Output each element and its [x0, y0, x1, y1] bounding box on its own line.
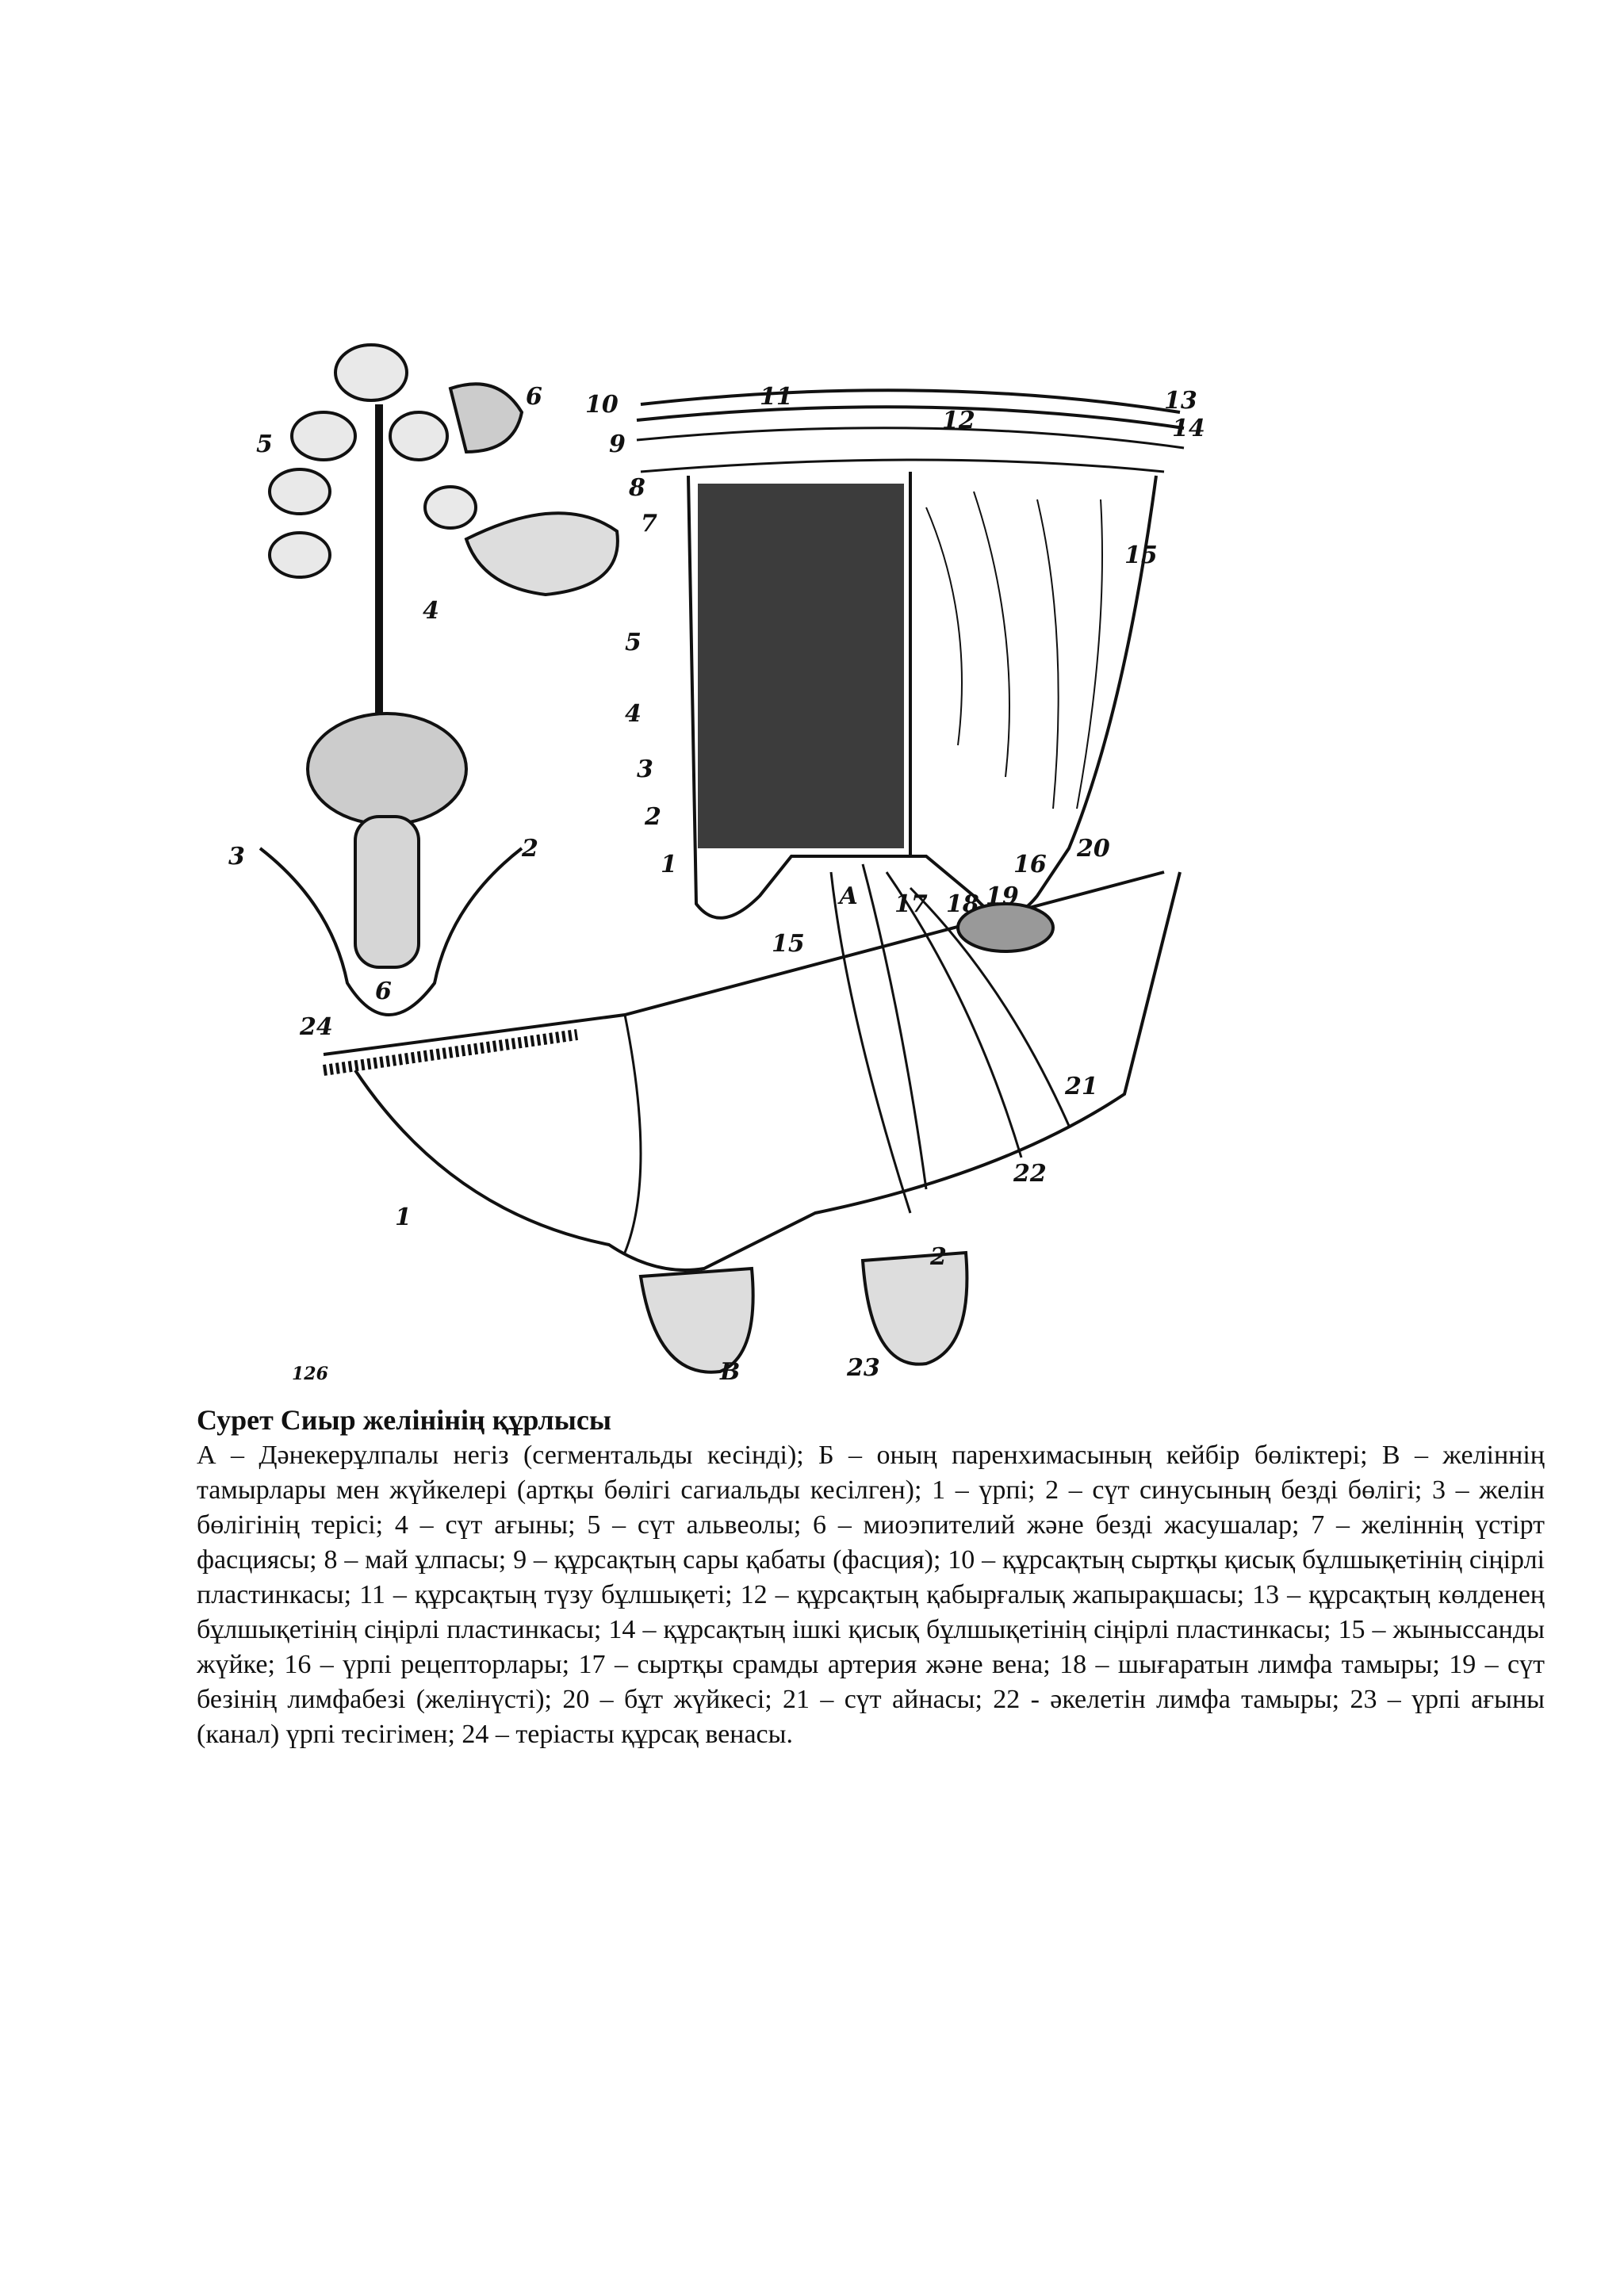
label-v-2: 2 — [930, 1243, 947, 1271]
label-b-1: 1 — [661, 851, 677, 878]
caption-body: А – Дәнекерұлпалы негіз (сегментальды кесінді); Б – оның паренхимасының кейбір бөліктері; В – желіннің тамырлары мен жүйкелері (артқы бөлігі сагиальды кесілген); 1 – үрпі; 2 – сүт синусының безді бөлігі; 3 – желін бөлігінің терісі; 4 – сүт ағыны; 5 – сүт альвеолы; 6 – миоэпителий және безді жасушалар; 7 – желіннің үстірт фасциясы; 8 – май ұлпасы; 9 – құрсақтың сары қабаты (фасция); 10 – құрсақтың сыртқы қисық бұлшықетінің сіңірлі пластинкасы; 11 – құрсақтың түзу бұлшықеті; 12 – құрсақтың қабырғалық жапырақшасы; 13 – құрсақтың көлденең бұлшықетінің сіңірлі пластинкасы; 14 – құрсақтың ішкі қисық бұлшықетінің сіңірлі пластинкасы; 15 – жыныссанды жүйке; 16 – үрпі рецепторлары; 17 – сыртқы срамды артерия және вена; 18 – шығаратын лимфа тамыры; 19 – сүт безінің лимфабезі (желінүсті); 20 – бұт жүйкесі; 21 – сүт айнасы; 22 - әкелетін лимфа тамыры; 23 – үрпі ағыны (канал) үрпі тесігімен; 24 – теріасты құрсақ венасы. — [197, 1441, 1545, 1749]
label-a-4: 4 — [423, 597, 439, 625]
figure-caption — [197, 1402, 1545, 1752]
label-b-2: 2 — [645, 803, 661, 831]
label-b-12: 12 — [942, 407, 975, 434]
label-a-5: 5 — [256, 430, 273, 458]
panel-a-drawing — [260, 345, 618, 1015]
label-a-6-bottom: 6 — [375, 978, 392, 1005]
udder-anatomy-figure — [213, 301, 1243, 1395]
label-b-4: 4 — [625, 700, 642, 728]
label-b-8: 8 — [629, 474, 645, 502]
label-b-15: 15 — [1124, 541, 1158, 569]
label-b-3: 3 — [637, 756, 653, 783]
label-v-15: 15 — [772, 930, 805, 958]
label-b-16: 16 — [1013, 851, 1047, 878]
label-v-24: 24 — [300, 1013, 333, 1041]
label-v-19: 19 — [986, 882, 1019, 910]
label-v-23: 23 — [847, 1354, 880, 1382]
label-a-2: 2 — [522, 835, 538, 863]
label-b-13: 13 — [1164, 387, 1197, 415]
label-b-11: 11 — [760, 383, 793, 411]
udder-illustration — [213, 301, 1243, 1395]
label-v-20: 20 — [1077, 835, 1110, 863]
label-v-18: 18 — [946, 890, 979, 918]
label-b-7: 7 — [641, 510, 657, 538]
label-a-6-top: 6 — [526, 383, 542, 411]
label-a-3: 3 — [228, 843, 245, 871]
label-b-10: 10 — [585, 391, 619, 419]
label-b-9: 9 — [609, 430, 626, 458]
caption-title: Сурет Сиыр желінінің құрлысы — [197, 1404, 611, 1436]
label-panel-v: В — [720, 1358, 741, 1386]
label-panel-a: А — [839, 882, 859, 910]
corner-mark: 126 — [292, 1364, 328, 1384]
label-b-5: 5 — [625, 629, 642, 656]
label-v-21: 21 — [1065, 1073, 1098, 1100]
label-v-1: 1 — [395, 1203, 412, 1231]
label-v-17: 17 — [894, 890, 928, 918]
label-b-14: 14 — [1172, 415, 1205, 442]
label-v-22: 22 — [1013, 1160, 1047, 1188]
panel-v-drawing — [324, 864, 1180, 1372]
